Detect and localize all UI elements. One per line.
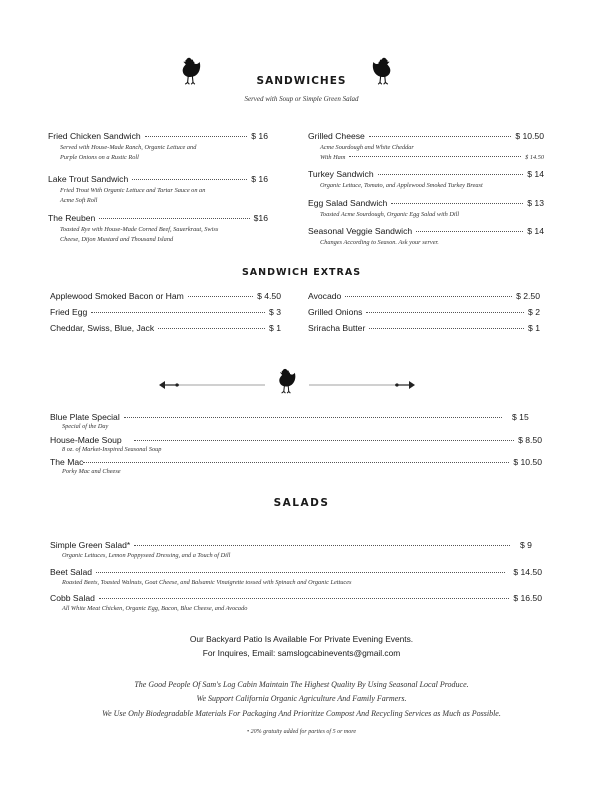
extras-column-right (308, 291, 540, 333)
menu-item: Avocado $ 2.50 (308, 291, 540, 301)
footer-sustainability-line: We Use Only Biodegradable Materials For Packaging And Prioritize Compost And Recycling Services as Much as Possible. (102, 709, 501, 718)
extras-heading: SANDWICH EXTRAS (241, 267, 362, 278)
menu-item: Fried Chicken Sandwich $ 16 (48, 131, 268, 141)
menu-item: Simple Green Salad* $ 9 (50, 540, 532, 550)
item-description: Porky Mac and Cheese (62, 468, 121, 475)
menu-item: House-Made Soup $ 8.50 (50, 434, 542, 445)
gratuity-note: • 20% gratuity added for parties of 5 or more (246, 729, 357, 735)
contact-email: For Inquires, Email: samslogcabinevents@gmail.com (202, 648, 401, 658)
item-description: Special of the Day (62, 423, 109, 430)
menu-item-addon: With Ham $ 14.50 (320, 153, 544, 161)
menu-item: Turkey Sandwich $ 14 (308, 169, 544, 179)
sandwich-column-left (48, 131, 268, 244)
sandwiches-subtitle: Served with Soup or Simple Green Salad (244, 95, 359, 103)
sandwich-column-right (308, 131, 544, 248)
item-description: Toasted Acme Sourdough, Organic Egg Salad with Dill (320, 210, 460, 218)
menu-item: Lake Trout Sandwich $ 16 (48, 174, 268, 184)
salads-heading: SALADS (273, 497, 330, 509)
flourish-divider (309, 378, 419, 392)
item-description: All White Meat Chicken, Organic Egg, Bacon, Blue Cheese, and Avocado (62, 605, 248, 612)
item-description: Fried Trout With Organic Lettuce and Tartar Sauce on an Acme Soft Roll (60, 187, 206, 204)
menu-item: Sriracha Butter $ 1 (308, 323, 540, 333)
footer-support-line: We Support California Organic Agriculture And Family Farmers. (196, 694, 407, 703)
private-events-notice: Our Backyard Patio Is Available For Private Evening Events. (189, 634, 414, 644)
footer-quality-line: The Good People Of Sam's Log Cabin Maintain The Highest Quality By Using Seasonal Local Produce. (134, 680, 469, 689)
menu-item: Applewood Smoked Bacon or Ham $ 4.50 (50, 291, 281, 301)
sandwiches-heading: SANDWICHES (256, 75, 347, 87)
item-description: 8 oz. of Market-Inspired Seasonal Soup (62, 445, 162, 453)
menu-item: Grilled Cheese $ 10.50 (308, 131, 544, 141)
menu-item: The Mac $ 10.50 (50, 457, 542, 467)
menu-item: Fried Egg $ 3 (50, 307, 281, 317)
chicken-icon (275, 367, 297, 395)
item-description: Organic Lettuces, Lemon Poppyseed Dressing, and a Touch of Dill (62, 552, 231, 559)
menu-item: Seasonal Veggie Sandwich $ 14 (308, 226, 544, 236)
menu-item: Cobb Salad $ 16.50 (50, 593, 542, 603)
item-description: Roasted Beets, Toasted Walnuts, Goat Cheese, and Balsamic Vinaigrette tossed with Spinach and Organic Lettuces (62, 578, 352, 586)
item-description: Changes According to Season. Ask your server. (320, 239, 439, 246)
menu-item: Grilled Onions $ 2 (308, 307, 540, 317)
item-description: Served with House-Made Ranch, Organic Lettuce and Purple Onions on a Rustic Roll (60, 144, 197, 161)
specials-list (50, 412, 542, 477)
item-description: Toasted Rye with House-Made Corned Beef, Sauerkraut, Swiss Cheese, Dijon Mustard and Thousand Island (60, 226, 219, 243)
extras-column-left (50, 291, 281, 333)
item-description: Acme Sourdough and White Cheddar (320, 144, 414, 151)
menu-item: Egg Salad Sandwich $ 13 (308, 197, 544, 208)
menu-item: Blue Plate Special $ 15 (50, 412, 529, 422)
item-description: Organic Lettuce, Tomato, and Applewood Smoked Turkey Breast (320, 182, 483, 189)
menu-item: The Reuben $16 (48, 213, 268, 223)
menu-item: Beet Salad $ 14.50 (50, 566, 542, 577)
menu-item: Cheddar, Swiss, Blue, Jack $ 1 (50, 323, 281, 333)
flourish-divider (155, 378, 265, 392)
salads-list (50, 540, 542, 614)
